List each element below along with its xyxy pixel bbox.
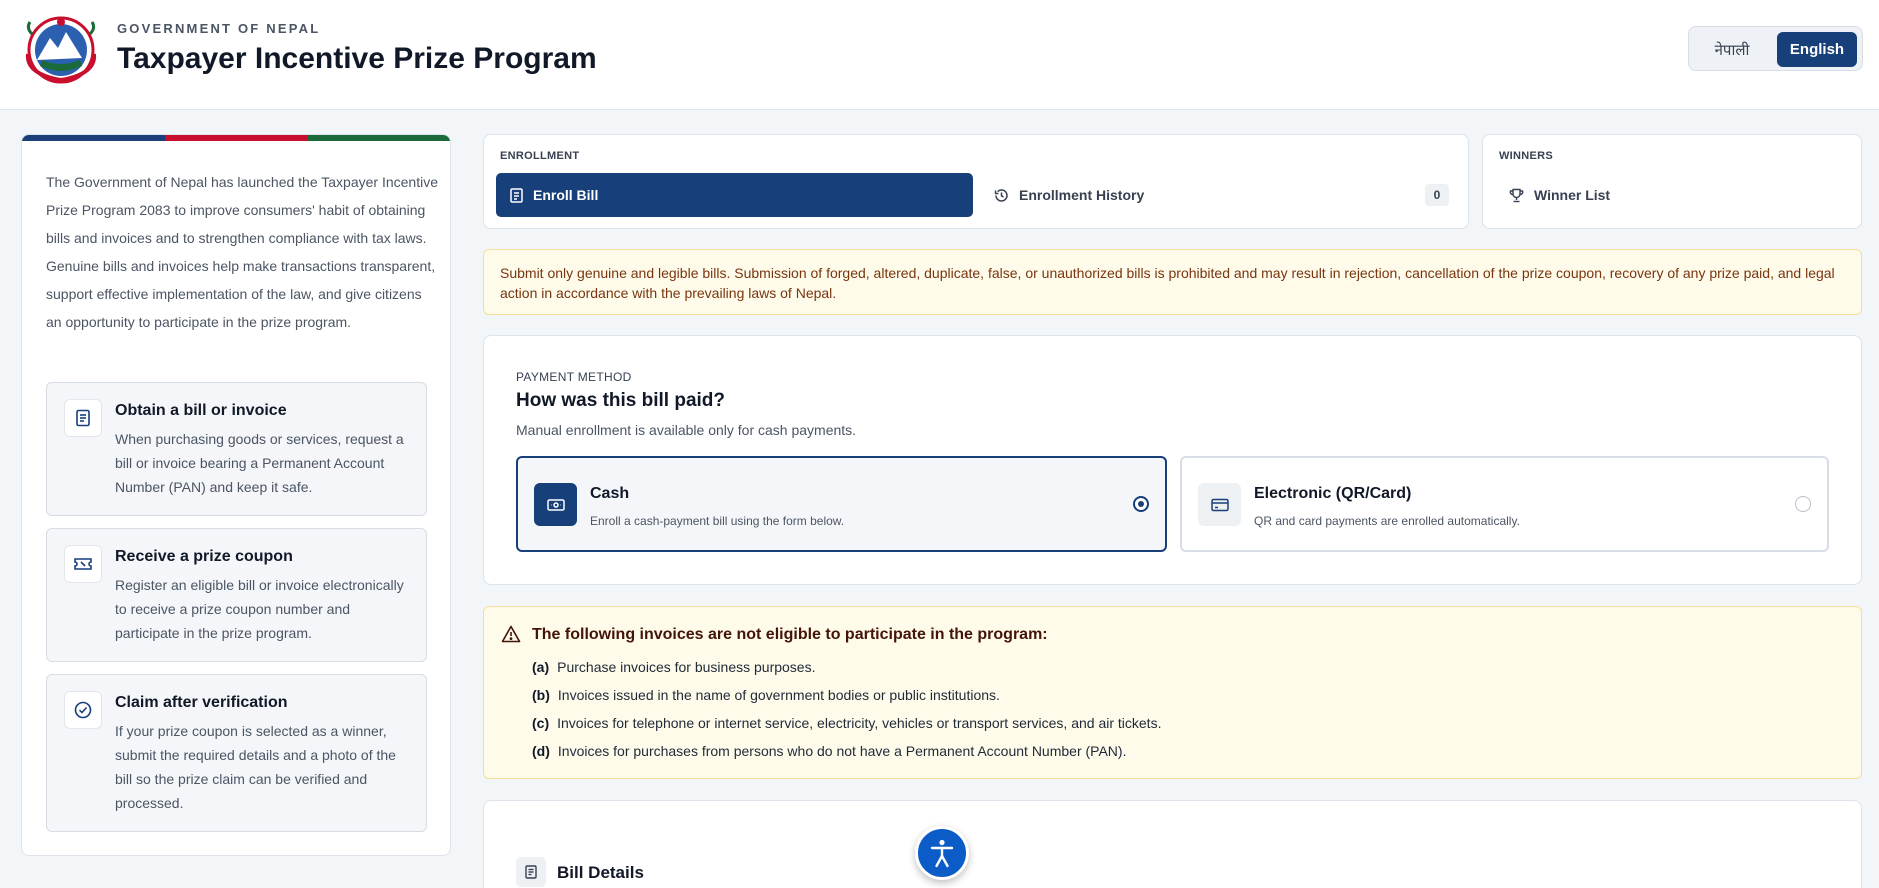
history-icon bbox=[993, 188, 1009, 203]
item-marker: (a) bbox=[532, 659, 550, 675]
step-claim bbox=[46, 674, 427, 832]
program-intro: The Government of Nepal has launched the Taxpayer Incentive Prize Program 2083 to improve consumers' habit of obtaining bills and invoices and to strengthen compliance with tax laws. Genuine bills and invoices help make transactions transparent, support effective implementation of the law, and give citizens an opportunity to participate in the prize program. bbox=[46, 174, 438, 330]
enrollment-label: ENROLLMENT bbox=[500, 150, 580, 162]
ticket-icon bbox=[64, 545, 102, 583]
cash-icon bbox=[534, 483, 577, 526]
flag-stripe-blue bbox=[22, 135, 165, 141]
info-sidebar bbox=[21, 134, 451, 856]
tab-winner-list[interactable] bbox=[1495, 173, 1851, 217]
winners-label: WINNERS bbox=[1499, 150, 1554, 162]
nepal-emblem-logo bbox=[20, 14, 102, 84]
accessibility-icon bbox=[929, 838, 955, 868]
radio-electronic[interactable] bbox=[1795, 496, 1811, 512]
payment-method-label: PAYMENT METHOD bbox=[516, 370, 632, 384]
ineligible-item bbox=[532, 659, 815, 675]
trophy-icon bbox=[1509, 188, 1524, 203]
payment-method-card bbox=[483, 335, 1862, 585]
payment-subtitle: Manual enrollment is available only for cash payments. bbox=[516, 422, 857, 438]
ineligible-item bbox=[532, 687, 1000, 703]
step-description: If your prize coupon is selected as a winner, submit the required details and a photo of the bill so the prize claim can be verified and processed. bbox=[115, 723, 396, 811]
payment-option-electronic[interactable] bbox=[1180, 456, 1829, 552]
warning-icon bbox=[501, 625, 521, 643]
option-title: Electronic (QR/Card) bbox=[1254, 485, 1412, 502]
option-description: QR and card payments are enrolled automatically. bbox=[1254, 514, 1520, 528]
enrollment-card bbox=[483, 134, 1469, 229]
step-title: Claim after verification bbox=[115, 694, 288, 711]
item-text: Invoices for telephone or internet service, electricity, vehicles or transport services, and air tickets. bbox=[557, 715, 1162, 731]
language-switch bbox=[1688, 26, 1863, 71]
ineligible-invoices-warning bbox=[483, 606, 1862, 779]
language-english-button[interactable]: English bbox=[1777, 32, 1857, 67]
option-title: Cash bbox=[590, 485, 630, 502]
tab-enroll-bill[interactable] bbox=[496, 173, 973, 217]
item-text: Purchase invoices for business purposes. bbox=[557, 659, 816, 675]
payment-option-cash[interactable] bbox=[516, 456, 1167, 552]
page-title: Taxpayer Incentive Prize Program bbox=[117, 42, 597, 75]
card-icon bbox=[1198, 483, 1241, 526]
tab-label: Enroll Bill bbox=[533, 187, 599, 203]
step-title: Obtain a bill or invoice bbox=[115, 402, 287, 419]
flag-stripe-green bbox=[307, 135, 450, 141]
tab-label: Enrollment History bbox=[1019, 187, 1145, 203]
legal-notice: Submit only genuine and legible bills. Submission of forged, altered, duplicate, false, or unauthorized bills is prohibited and may result in rejection, cancellation of the prize coupon, recovery of any prize paid, and legal action in accordance with the prevailing laws of Nepal. bbox=[483, 249, 1862, 315]
check-circle-icon bbox=[64, 691, 102, 729]
language-nepali-button[interactable]: नेपाली bbox=[1714, 41, 1750, 59]
flag-stripe-red bbox=[165, 135, 308, 141]
step-description: When purchasing goods or services, request a bill or invoice bearing a Permanent Account Number (PAN) and keep it safe. bbox=[115, 431, 404, 495]
option-description: Enroll a cash-payment bill using the form below. bbox=[590, 514, 845, 528]
step-description: Register an eligible bill or invoice electronically to receive a prize coupon number and participate in the prize program. bbox=[115, 577, 404, 641]
document-icon bbox=[510, 188, 523, 203]
ineligible-title: The following invoices are not eligible to participate in the program: bbox=[532, 626, 1048, 643]
item-marker: (d) bbox=[532, 743, 550, 759]
winners-card bbox=[1482, 134, 1862, 229]
item-text: Invoices for purchases from persons who do not have a Permanent Account Number (PAN). bbox=[557, 743, 1127, 759]
item-marker: (b) bbox=[532, 687, 550, 703]
document-icon bbox=[64, 399, 102, 437]
step-title: Receive a prize coupon bbox=[115, 548, 293, 565]
accessibility-button[interactable] bbox=[915, 826, 969, 880]
tab-enrollment-history[interactable] bbox=[979, 173, 1459, 217]
item-marker: (c) bbox=[532, 715, 550, 731]
radio-cash[interactable] bbox=[1133, 496, 1149, 512]
ineligible-item bbox=[532, 743, 1126, 759]
bill-details-card bbox=[483, 800, 1862, 888]
item-text: Invoices issued in the name of government bodies or public institutions. bbox=[557, 687, 1000, 703]
payment-question: How was this bill paid? bbox=[516, 390, 726, 411]
app-header bbox=[0, 0, 1879, 110]
document-icon bbox=[516, 857, 546, 887]
government-label: GOVERNMENT OF NEPAL bbox=[117, 21, 321, 36]
tab-label: Winner List bbox=[1534, 187, 1611, 203]
step-obtain-bill bbox=[46, 382, 427, 516]
step-receive-coupon bbox=[46, 528, 427, 662]
bill-details-title: Bill Details bbox=[557, 863, 644, 882]
flag-stripe bbox=[22, 135, 450, 141]
history-count-badge: 0 bbox=[1425, 184, 1449, 206]
ineligible-item bbox=[532, 715, 1161, 731]
